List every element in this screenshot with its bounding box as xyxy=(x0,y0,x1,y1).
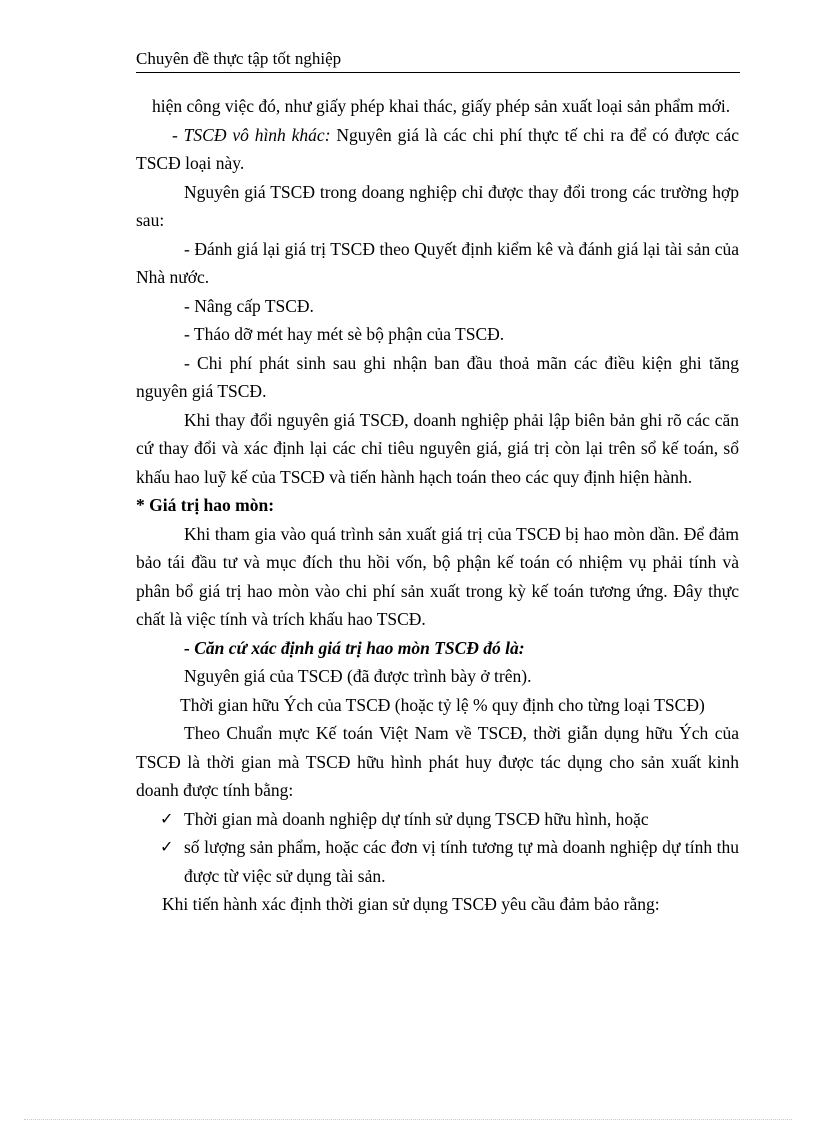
heading-can-cu: - Căn cứ xác định giá trị hao mòn TSCĐ đó là: xyxy=(184,637,525,658)
paragraph-1: hiện công việc đó, như giấy phép khai thác, giấy phép sản xuất loại sản phẩm mới. xyxy=(152,96,731,116)
page-header xyxy=(136,48,740,73)
paragraph-5: - Nâng cấp TSCĐ. xyxy=(184,295,314,316)
check-item-2 xyxy=(136,833,739,890)
check-icon: ✓ xyxy=(160,808,174,828)
paragraph-3: Nguyên giá TSCĐ trong doang nghiệp chỉ được thay đổi trong các trường hợp sau: xyxy=(136,181,739,230)
paragraph-6: - Tháo dỡ mét hay mét sè bộ phận của TSCĐ. xyxy=(184,324,505,344)
paragraph-9: Khi tham gia vào quá trình sản xuất giá trị của TSCĐ bị hao mòn dần. Để đảm bảo tái đầu tư và mục đích thu hồi vốn, bộ phận kế toán có nhiệm vụ phải tính và phân bổ giá trị hao mòn vào chi phí sản xuất trong kỳ kế toán tương ứng. Đây thực chất là việc tính và trích khấu hao TSCĐ. xyxy=(136,523,739,629)
paragraph-2-label: - TSCĐ vô hình khác: xyxy=(172,124,331,145)
paragraph-7: - Chi phí phát sinh sau ghi nhận ban đầu thoả mãn các điều kiện ghi tăng nguyên giá TSCĐ. xyxy=(136,352,739,401)
paragraph-12: Theo Chuẩn mực Kế toán Việt Nam về TSCĐ, thời giẫn dụng hữu Ých của TSCĐ là thời gian mà TSCĐ hữu hình phát huy được tác dụng cho sản xuất kinh doanh được tính bằng: xyxy=(136,723,739,800)
paragraph-11: Thời gian hữu Ých của TSCĐ (hoặc tỷ lệ % quy định cho từng loại TSCĐ) xyxy=(180,694,705,715)
paragraph-2 xyxy=(136,121,739,178)
header-title: Chuyên đề thực tập tốt nghiệp xyxy=(136,49,342,68)
check-icon: ✓ xyxy=(160,837,174,856)
document-body xyxy=(136,92,739,919)
check-item-1 xyxy=(136,805,739,834)
page-bottom-divider xyxy=(24,1119,792,1120)
paragraph-8: Khi thay đổi nguyên giá TSCĐ, doanh nghiệp phải lập biên bản ghi rõ các căn cứ thay đổi và xác định lại các chỉ tiêu nguyên giá, giá trị còn lại trên sổ kế toán, sổ khấu hao luỹ kế của TSCĐ và tiến hành hạch toán theo các quy định hiện hành. xyxy=(136,409,739,487)
check-item-2-text: số lượng sản phẩm, hoặc các đơn vị tính tương tự mà doanh nghiệp dự tính thu được từ việc sử dụng tài sản. xyxy=(184,837,739,886)
paragraph-2-text: Nguyên giá là các chi phí thực tế chi ra để có được các TSCĐ loại này. xyxy=(136,124,739,173)
paragraph-4: - Đánh giá lại giá trị TSCĐ theo Quyết định kiểm kê và đánh giá lại tài sản của Nhà nước. xyxy=(136,238,739,287)
paragraph-13: Khi tiến hành xác định thời gian sử dụng TSCĐ yêu cầu đảm bảo rằng: xyxy=(162,894,660,914)
heading-hao-mon: * Giá trị hao mòn: xyxy=(136,495,275,515)
paragraph-10: Nguyên giá của TSCĐ (đã được trình bày ở trên). xyxy=(184,666,532,686)
check-item-1-text: Thời gian mà doanh nghiệp dự tính sử dụng TSCĐ hữu hình, hoặc xyxy=(184,808,649,829)
